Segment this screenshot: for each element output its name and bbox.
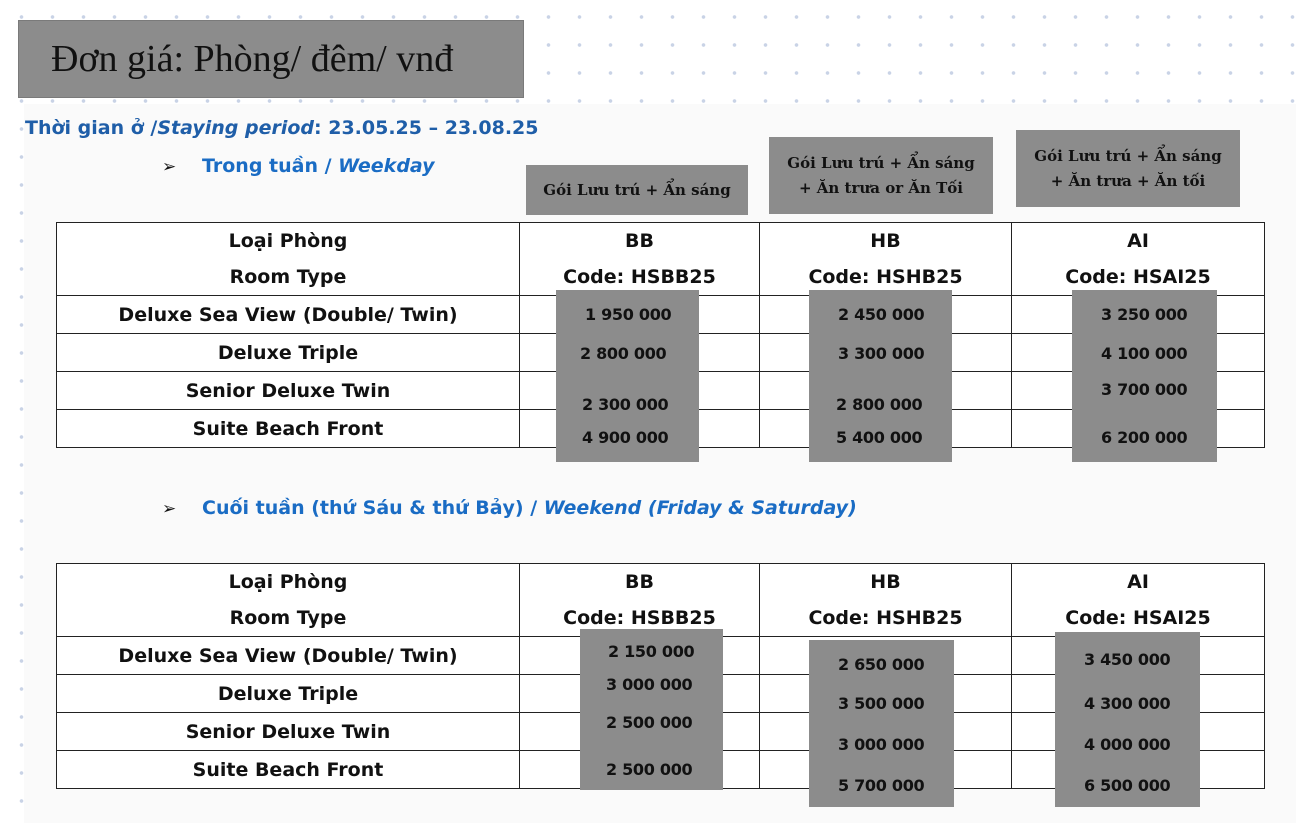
price-value: 3 000 000 — [606, 675, 693, 694]
price-value: 5 700 000 — [838, 776, 925, 795]
price-value: 2 450 000 — [838, 305, 925, 324]
weekend-heading-label: Cuối tuần (thứ Sáu & thứ Bảy) / — [202, 497, 544, 519]
bb-code: Code: HSBB25 — [563, 607, 716, 629]
hb-title: HB — [870, 571, 901, 593]
room-name: Deluxe Sea View (Double/ Twin) — [57, 296, 520, 334]
hb-code: Code: HSHB25 — [808, 266, 963, 288]
bb-title: BB — [625, 571, 654, 593]
period-dates: : 23.05.25 – 23.08.25 — [314, 117, 539, 139]
room-name: Deluxe Triple — [57, 675, 520, 713]
weekend-heading-en: Weekend (Friday & Saturday) — [543, 497, 857, 519]
room-name: Suite Beach Front — [57, 410, 520, 448]
price-value: 3 250 000 — [1101, 305, 1188, 324]
price-value: 2 150 000 — [608, 642, 695, 661]
arrow-bullet-icon: ➢ — [162, 157, 177, 177]
period-label: Thời gian ở / — [25, 117, 158, 139]
hb-header — [760, 223, 1012, 296]
table-header-row — [57, 223, 1265, 296]
period-label-en: Staying period — [157, 117, 315, 139]
page-title: Đơn giá: Phòng/ đêm/ vnđ — [18, 20, 524, 98]
hb-code: Code: HSHB25 — [808, 607, 963, 629]
weekend-heading — [162, 497, 857, 519]
room-name: Senior Deluxe Twin — [57, 713, 520, 751]
arrow-bullet-icon: ➢ — [162, 499, 177, 519]
ai-title: AI — [1127, 230, 1149, 252]
package-hb-line2: + Ăn trưa or Ăn Tối — [799, 178, 963, 197]
package-bb-label — [526, 165, 748, 215]
ai-header — [1012, 223, 1265, 296]
bb-code: Code: HSBB25 — [563, 266, 716, 288]
package-bb-text: Gói Lưu trú + Ẩn sáng — [543, 180, 731, 199]
room-name: Deluxe Sea View (Double/ Twin) — [57, 637, 520, 675]
room-type-en: Room Type — [229, 607, 347, 629]
package-hb-label — [769, 137, 993, 214]
ai-header — [1012, 564, 1265, 637]
table-header-row — [57, 564, 1265, 637]
room-type-header — [57, 223, 520, 296]
price-value: 3 450 000 — [1084, 650, 1171, 669]
package-hb-line1: Gói Lưu trú + Ẩn sáng — [787, 153, 975, 172]
room-name: Suite Beach Front — [57, 751, 520, 789]
price-value: 4 000 000 — [1084, 735, 1171, 754]
price-value: 2 800 000 — [580, 344, 667, 363]
package-ai-line1: Gói Lưu trú + Ẩn sáng — [1034, 146, 1222, 165]
ai-title: AI — [1127, 571, 1149, 593]
package-ai-line2: + Ăn trưa + Ăn tối — [1050, 171, 1206, 190]
price-value: 6 200 000 — [1101, 428, 1188, 447]
price-value: 3 500 000 — [838, 694, 925, 713]
room-type-vi: Loại Phòng — [228, 571, 348, 593]
staying-period — [25, 117, 539, 139]
room-name: Senior Deluxe Twin — [57, 372, 520, 410]
weekday-heading-label: Trong tuần / — [202, 155, 339, 177]
price-value: 2 500 000 — [606, 760, 693, 779]
price-value: 2 650 000 — [838, 655, 925, 674]
room-type-vi: Loại Phòng — [228, 230, 348, 252]
package-ai-label — [1016, 130, 1240, 207]
price-value: 4 300 000 — [1084, 694, 1171, 713]
weekday-heading-en: Weekday — [338, 155, 435, 177]
price-value: 2 500 000 — [606, 713, 693, 732]
room-type-header — [57, 564, 520, 637]
bb-title: BB — [625, 230, 654, 252]
ai-code: Code: HSAI25 — [1065, 266, 1211, 288]
price-value: 2 800 000 — [836, 395, 923, 414]
price-value: 4 900 000 — [582, 428, 669, 447]
ai-code: Code: HSAI25 — [1065, 607, 1211, 629]
weekday-heading — [162, 155, 435, 177]
price-value: 5 400 000 — [836, 428, 923, 447]
price-value: 4 100 000 — [1101, 344, 1188, 363]
hb-header — [760, 564, 1012, 637]
bb-header — [520, 223, 760, 296]
hb-title: HB — [870, 230, 901, 252]
price-value: 3 300 000 — [838, 344, 925, 363]
price-value: 2 300 000 — [582, 395, 669, 414]
price-value: 1 950 000 — [585, 305, 672, 324]
price-value: 3 700 000 — [1101, 380, 1188, 399]
room-name: Deluxe Triple — [57, 334, 520, 372]
price-value: 3 000 000 — [838, 735, 925, 754]
price-value: 6 500 000 — [1084, 776, 1171, 795]
room-type-en: Room Type — [229, 266, 347, 288]
bb-header — [520, 564, 760, 637]
